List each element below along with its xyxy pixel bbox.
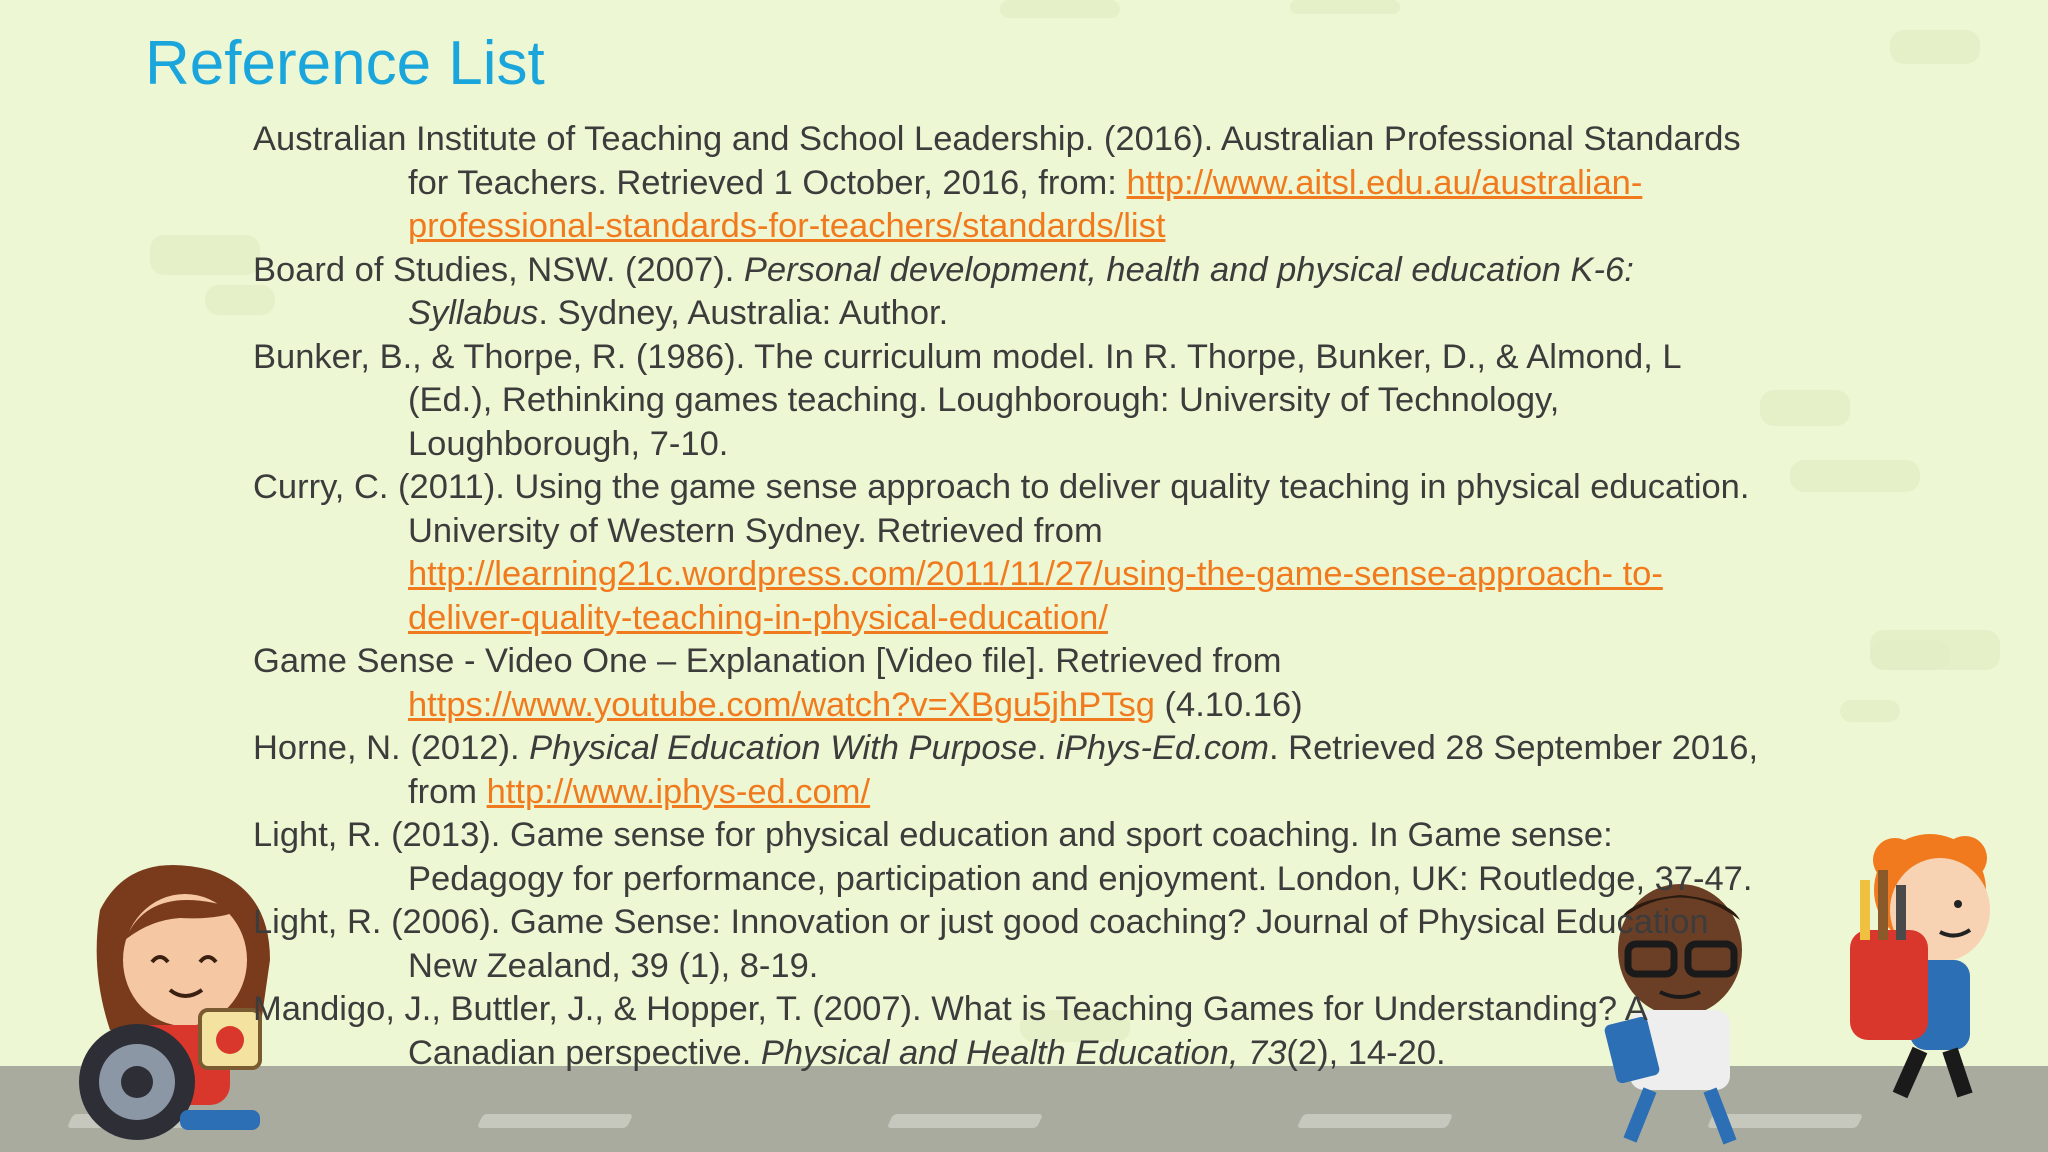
reference-link[interactable]: http://www.aitsl.edu.au/australian-professional-standards-for-teachers/standards/list [408, 163, 1643, 245]
reference-text: Light, R. (2013). Game sense for physical education and sport coaching. In Game sense: Pedagogy for performance, participation and enjoyment. London, UK: Routledge, 37-47. [253, 816, 1753, 898]
reference-item [253, 118, 1773, 249]
reference-site: iPhys-Ed.com [1056, 729, 1269, 767]
reference-title: Physical Education With Purpose [529, 729, 1037, 767]
reference-date: (4.10.16) [1154, 685, 1303, 724]
reference-link[interactable]: https://www.youtube.com/watch?v=XBgu5jhPTsg [408, 685, 1155, 724]
reference-item [253, 640, 1773, 727]
reference-list [253, 118, 1773, 1075]
reference-text: . Retrieved 28 September 2016, from [408, 729, 1759, 811]
reference-text: Light, R. (2006). Game Sense: Innovation or just good coaching? Journal of Physical Education New Zealand, 39 (1), 8-19. [253, 903, 1709, 985]
page-title: Reference List [145, 29, 545, 98]
boy-with-backpack-illustration [1800, 820, 2030, 1120]
reference-item [253, 336, 1773, 467]
reference-text: Horne, N. (2012). [253, 729, 530, 767]
reference-item [253, 466, 1773, 640]
reference-text: Curry, C. (2011). Using the game sense approach to deliver quality teaching in physical education. University of Western Sydney. Retrieved from [253, 468, 1750, 550]
reference-item [253, 988, 1773, 1075]
reference-text: Australian Institute of Teaching and School Leadership. (2016). Australian Professional Standards for Teachers. Retrieved 1 October, 2016, from: [253, 120, 1741, 202]
reference-text: Mandigo, J., Buttler, J., & Hopper, T. (2007). What is Teaching Games for Understanding? A Canadian perspective. [253, 990, 1646, 1072]
reference-link[interactable]: http://learning21c.wordpress.com/2011/11/27/using-the-game-sense-approach- to-deliver-quality-teaching-in-physical-education/ [408, 555, 1663, 637]
reference-text: Bunker, B., & Thorpe, R. (1986). The curriculum model. In R. Thorpe, Bunker, D., & Almond, L (Ed.), Rethinking games teaching. Loughborough: University of Technology, Loughborough, 7-10. [253, 337, 1681, 463]
reference-text: Game Sense - Video One – Explanation [Video file]. Retrieved from [253, 642, 1282, 680]
reference-item [253, 814, 1773, 901]
reference-title: Personal development, health and physical education K-6: Syllabus [408, 250, 1634, 332]
reference-text: . [1037, 729, 1057, 767]
reference-link[interactable]: http://www.iphys-ed.com/ [486, 772, 871, 811]
reference-text: . Sydney, Australia: Author. [538, 294, 949, 332]
reference-title: Physical and Health Education, 73 [760, 1033, 1287, 1072]
reference-text: (2), 14-20. [1286, 1033, 1446, 1072]
reference-item [253, 249, 1773, 336]
reference-item [253, 727, 1773, 814]
reference-item [253, 901, 1773, 988]
reference-text: Board of Studies, NSW. (2007). [253, 250, 744, 289]
